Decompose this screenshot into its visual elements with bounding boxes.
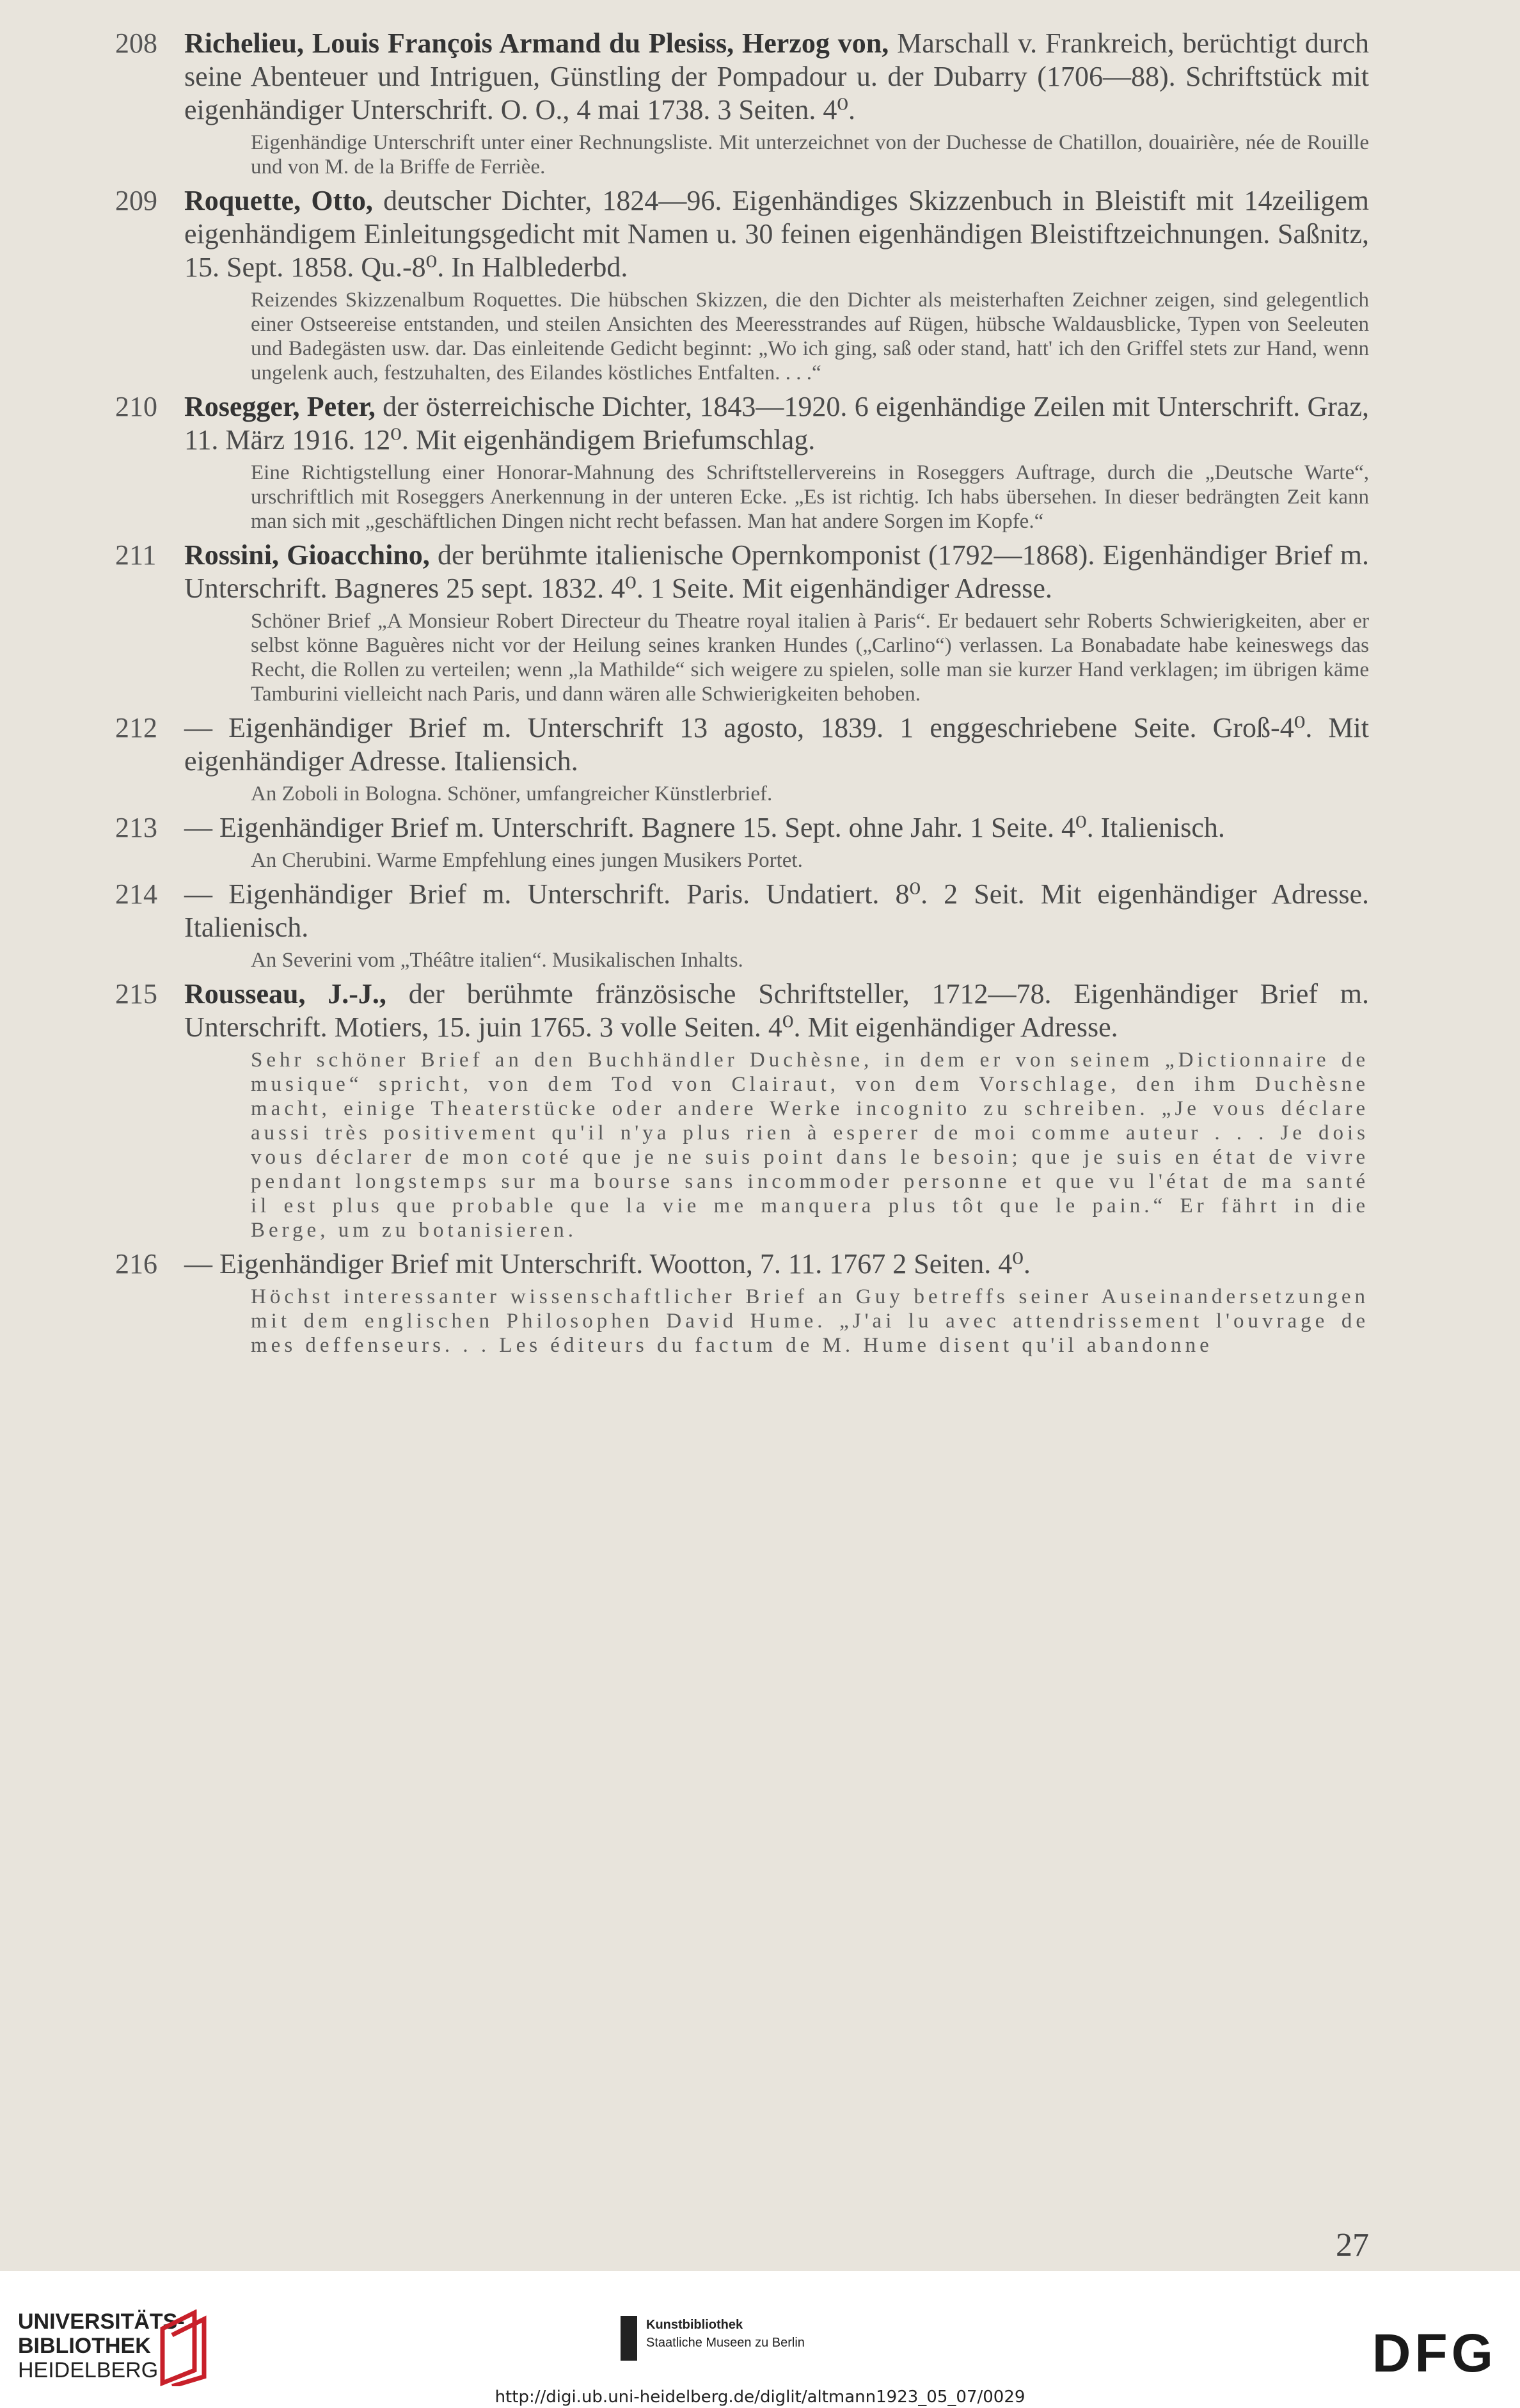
catalog-entry [115, 1248, 1369, 1358]
entry-description: Reizendes Skizzenalbum Roquettes. Die hübschen Skizzen, die den Dichter als meisterhaften Zeichner zeigen, sind gelegentlich einer Ostseereise entstanden, und steilen Ansichten des Meeresstrandes auf Rügen, hübsche Waldausblicke, Typen von Seeleuten und Badegästen usw. dar. Das einleitende Gedicht beginnt: „Wo ich ging, saß oder stand, hatt' ich den Griffel stets zur Hand, wenn ungelenk auch, festzuhalten, des Eilandes köstliches Entfalten. . . .“ [251, 289, 1369, 384]
entry-name: Rousseau, J.-J., [184, 978, 386, 1010]
entry-name: Rosegger, Peter, [184, 391, 376, 422]
entry-name: Roquette, Otto, [184, 185, 373, 216]
entry-name: Richelieu, Louis François Armand du Plesiss, Herzog von, [184, 28, 889, 59]
entry-number: 213 [115, 812, 157, 843]
ub-heidelberg-logo[interactable]: UNIVERSITÄTS- BIBLIOTHEK HEIDELBERG [18, 2309, 185, 2382]
source-url[interactable]: http://digi.ub.uni-heidelberg.de/diglit/altmann1923_05_07/0029 [495, 2388, 1025, 2407]
entry-number: 216 [115, 1248, 157, 1279]
entry-text: — Eigenhändiger Brief m. Unterschrift. Paris. Undatiert. 8⁰. 2 Seit. Mit eigenhändiger Adresse. Italienisch. [184, 878, 1369, 943]
page-number: 27 [1336, 2227, 1369, 2263]
kunstbibliothek-logo-mark [621, 2316, 637, 2361]
entry-description: Eigenhändige Unterschrift unter einer Rechnungsliste. Mit unterzeichnet von der Duchesse de Chatillon, douairière, née de Rouille und von M. de la Briffe de Ferrièe. [251, 131, 1369, 178]
ub-book-icon [156, 2309, 214, 2386]
entry-description: An Severini vom „Théâtre italien“. Musikalischen Inhalts. [251, 949, 743, 972]
kunstbibliothek-logo[interactable]: Kunstbibliothek Staatliche Museen zu Berlin [646, 2318, 805, 2350]
catalog-entry [115, 539, 1369, 706]
dfg-logo[interactable]: DFG [1372, 2323, 1497, 2383]
catalog-entries [115, 27, 1369, 1363]
footer-bar [0, 2271, 1520, 2408]
entry-number: 214 [115, 878, 157, 910]
entry-description: Sehr schöner Brief an den Buchhändler Duchèsne, in dem er von seinem „Dictionnaire de musique“ spricht, von dem Tod von Clairaut, von dem Vorschlage, den ihm Duchèsne macht, einige Theaterstücke oder andere Werke incognito zu schreiben. „Je vous déclare aussi très positivement qu'il n'ya plus rien à esperer de moi comme auteur . . . Je dois vous déclarer de mon coté que je ne suis point dans le besoin; que je suis en état de vivre pendant longstemps sur ma bourse sans incommoder personne et que vu l'état de ma santé il est plus que probable que la vie me manquera plus tôt que le pain.“ Er fährt in die Berge, um zu botanisieren. [251, 1049, 1369, 1242]
entry-number: 212 [115, 712, 157, 743]
entry-text: — Eigenhändiger Brief mit Unterschrift. Wootton, 7. 11. 1767 2 Seiten. 4⁰. [184, 1248, 1031, 1279]
entry-number: 210 [115, 391, 157, 422]
entry-description: Eine Richtigstellung einer Honorar-Mahnung des Schriftstellervereins in Roseggers Auftrage, durch die „Deutsche Warte“, urschriftlich mit Roseggers Anerkennung in der unteren Ecke. „Es ist richtig. Ich habs übersehen. In dieser bedrängten Zeit kann man sich mit „geschäftlichen Dingen nicht recht befassen. Man hat andere Sorgen im Kopfe.“ [251, 461, 1369, 533]
entry-description: An Cherubini. Warme Empfehlung eines jungen Musikers Portet. [251, 849, 803, 872]
entry-number: 209 [115, 185, 157, 216]
entry-text: der berühmte fränzösische Schriftsteller, 1712—78. Eigenhändiger Brief m. Unterschrift. Motiers, 15. juin 1765. 3 volle Seiten. 4⁰. Mit eigenhändiger Adresse. [184, 978, 1369, 1043]
entry-number: 211 [115, 539, 157, 571]
entry-description: An Zoboli in Bologna. Schöner, umfangreicher Künstlerbrief. [251, 782, 773, 805]
entry-name: Rossini, Gioacchino, [184, 539, 430, 571]
catalog-entry [115, 711, 1369, 806]
entry-text: — Eigenhändiger Brief m. Unterschrift. Bagnere 15. Sept. ohne Jahr. 1 Seite. 4⁰. Italienisch. [184, 812, 1225, 843]
entry-text: Marschall v. Frankreich, berüchtigt durch seine Abenteuer und Intriguen, Günstling der Pompadour u. der Dubarry (1706—88). Schriftstück mit eigenhändiger Unterschrift. O. O., 4 mai 1738. 3 Seiten. 4⁰. [184, 28, 1369, 125]
catalog-entry [115, 27, 1369, 179]
entry-description: Höchst interessanter wissenschaftlicher Brief an Guy betreffs seiner Auseinandersetzungen mit dem englischen Philosophen David Hume. „J'ai lu avec attendrissement l'ouvrage de mes deffenseurs. . . Les éditeurs du factum de M. Hume disent qu'il abandonne [251, 1285, 1369, 1357]
entry-number: 215 [115, 978, 157, 1010]
entry-number: 208 [115, 28, 157, 59]
catalog-entry [115, 978, 1369, 1242]
entry-text: der berühmte italienische Opernkomponist (1792—1868). Eigenhändiger Brief m. Unterschrift. Bagneres 25 sept. 1832. 4⁰. 1 Seite. Mit eigenhändiger Adresse. [184, 539, 1369, 604]
entry-text: — Eigenhändiger Brief m. Unterschrift 13 agosto, 1839. 1 enggeschriebene Seite. Groß-4⁰. Mit eigenhändiger Adresse. Italiensich. [184, 712, 1369, 777]
catalog-entry [115, 184, 1369, 385]
catalog-entry [115, 390, 1369, 534]
catalog-entry [115, 878, 1369, 972]
catalog-entry [115, 811, 1369, 873]
entry-text: der österreichische Dichter, 1843—1920. 6 eigenhändige Zeilen mit Unterschrift. Graz, 11. März 1916. 12⁰. Mit eigenhändigem Briefumschlag. [184, 391, 1369, 455]
entry-text: deutscher Dichter, 1824—96. Eigenhändiges Skizzenbuch in Bleistift mit 14zeiligem eigenhändigem Einleitungsgedicht mit Namen u. 30 feinen eigenhändigen Bleistiftzeichnungen. Saßnitz, 15. Sept. 1858. Qu.-8⁰. In Halblederbd. [184, 185, 1369, 283]
entry-description: Schöner Brief „A Monsieur Robert Directeur du Theatre royal italien à Paris“. Er bedauert sehr Roberts Schwierigkeiten, aber er selbst könne Baguères nicht vor der Heilung seines kranken Hundes („Carlino“) verlassen. La Bonabadate habe keineswegs das Recht, die Rollen zu verteilen; wenn „la Mathilde“ sich weigere zu spielen, solle man sie kurzer Hand verklagen; im übrigen käme Tamburini vielleicht nach Paris, und dann wären alle Schwierigkeiten behoben. [251, 610, 1369, 706]
